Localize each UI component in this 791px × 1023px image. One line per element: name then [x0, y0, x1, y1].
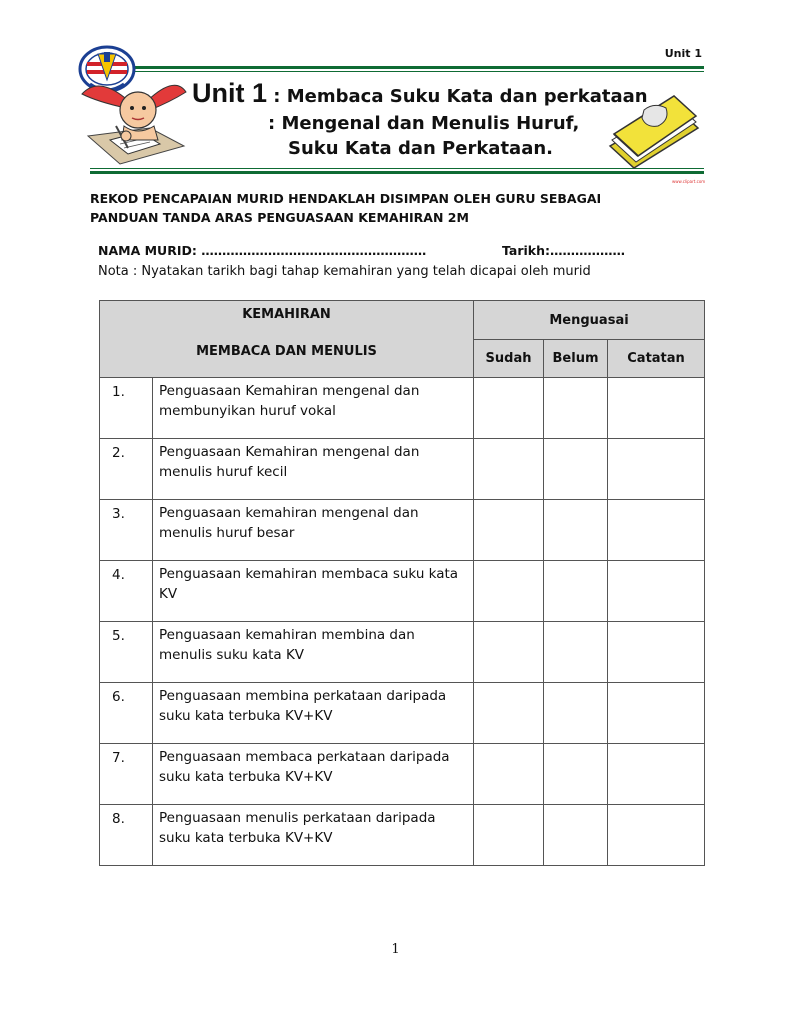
- cell-belum[interactable]: [544, 500, 608, 561]
- header-sudah: Sudah: [474, 340, 544, 378]
- cell-sudah[interactable]: [474, 622, 544, 683]
- cell-catatan[interactable]: [608, 500, 705, 561]
- record-instruction-line1: REKOD PENCAPAIAN MURID HENDAKLAH DISIMPAN OLEH GURU SEBAGAI: [90, 191, 602, 206]
- title-unit: Unit 1: [192, 78, 268, 108]
- header-rule-top: [90, 66, 704, 69]
- row-number: 4.: [100, 561, 153, 622]
- table-row: [100, 561, 705, 622]
- row-skill: Penguasaan kemahiran membina dan menulis suku kata KV: [153, 622, 474, 683]
- row-number: 6.: [100, 683, 153, 744]
- row-number: 5.: [100, 622, 153, 683]
- cell-belum[interactable]: [544, 805, 608, 866]
- row-number: 8.: [100, 805, 153, 866]
- table-row: [100, 683, 705, 744]
- clipart-credit: www.clipart.com: [672, 179, 706, 184]
- cell-catatan[interactable]: [608, 561, 705, 622]
- row-skill: Penguasaan kemahiran membaca suku kata KV: [153, 561, 474, 622]
- cell-catatan[interactable]: [608, 744, 705, 805]
- cell-sudah[interactable]: [474, 439, 544, 500]
- cell-sudah[interactable]: [474, 500, 544, 561]
- title-line-3: Suku Kata dan Perkataan.: [288, 138, 553, 159]
- table-row: [100, 439, 705, 500]
- table-row: [100, 378, 705, 439]
- row-number: 2.: [100, 439, 153, 500]
- student-name-field[interactable]: NAMA MURID: ………………………………………………: [98, 243, 427, 258]
- page-number: 1: [391, 942, 400, 957]
- date-field[interactable]: Tarikh:………………: [502, 243, 626, 258]
- page-title: [192, 78, 648, 109]
- row-skill: Penguasaan membaca perkataan daripada suku kata terbuka KV+KV: [153, 744, 474, 805]
- row-number: 7.: [100, 744, 153, 805]
- table-row: [100, 500, 705, 561]
- cell-catatan[interactable]: [608, 683, 705, 744]
- note-text: Nota : Nyatakan tarikh bagi tahap kemahiran yang telah dicapai oleh murid: [98, 264, 591, 279]
- cell-sudah[interactable]: [474, 744, 544, 805]
- header-belum: Belum: [544, 340, 608, 378]
- table-row: [100, 805, 705, 866]
- notebook-illustration: [604, 84, 702, 172]
- cell-catatan[interactable]: [608, 378, 705, 439]
- table-row: [100, 622, 705, 683]
- cell-sudah[interactable]: [474, 561, 544, 622]
- cell-catatan[interactable]: [608, 622, 705, 683]
- header-catatan: Catatan: [608, 340, 705, 378]
- cell-belum[interactable]: [544, 744, 608, 805]
- cell-belum[interactable]: [544, 439, 608, 500]
- cell-belum[interactable]: [544, 561, 608, 622]
- header-membaca-label: MEMBACA DAN MENULIS: [196, 344, 377, 359]
- cell-sudah[interactable]: [474, 378, 544, 439]
- cell-belum[interactable]: [544, 622, 608, 683]
- record-instruction-line2: PANDUAN TANDA ARAS PENGUASAAN KEMAHIRAN 2M: [90, 210, 469, 225]
- row-skill: Penguasaan menulis perkataan daripada suku kata terbuka KV+KV: [153, 805, 474, 866]
- title-line-2: : Mengenal dan Menulis Huruf,: [268, 113, 580, 134]
- cell-catatan[interactable]: [608, 439, 705, 500]
- header-rule-top-thin: [90, 71, 704, 72]
- unit-label: Unit 1: [664, 47, 702, 60]
- cell-belum[interactable]: [544, 683, 608, 744]
- row-number: 1.: [100, 378, 153, 439]
- row-skill: Penguasaan kemahiran mengenal dan menulis huruf besar: [153, 500, 474, 561]
- cell-sudah[interactable]: [474, 683, 544, 744]
- record-instruction: [90, 189, 601, 227]
- header-menguasai: Menguasai: [474, 301, 705, 340]
- cell-catatan[interactable]: [608, 805, 705, 866]
- header-kemahiran-label: KEMAHIRAN: [242, 307, 331, 322]
- skills-record-table: [99, 300, 705, 866]
- row-skill: Penguasaan Kemahiran mengenal dan menulis huruf kecil: [153, 439, 474, 500]
- header-kemahiran: [100, 301, 474, 378]
- cell-sudah[interactable]: [474, 805, 544, 866]
- title-rest: : Membaca Suku Kata dan perkataan: [267, 86, 648, 107]
- row-number: 3.: [100, 500, 153, 561]
- row-skill: Penguasaan Kemahiran mengenal dan membunyikan huruf vokal: [153, 378, 474, 439]
- row-skill: Penguasaan membina perkataan daripada suku kata terbuka KV+KV: [153, 683, 474, 744]
- table-row: [100, 744, 705, 805]
- cell-belum[interactable]: [544, 378, 608, 439]
- girl-writing-illustration: [80, 74, 192, 168]
